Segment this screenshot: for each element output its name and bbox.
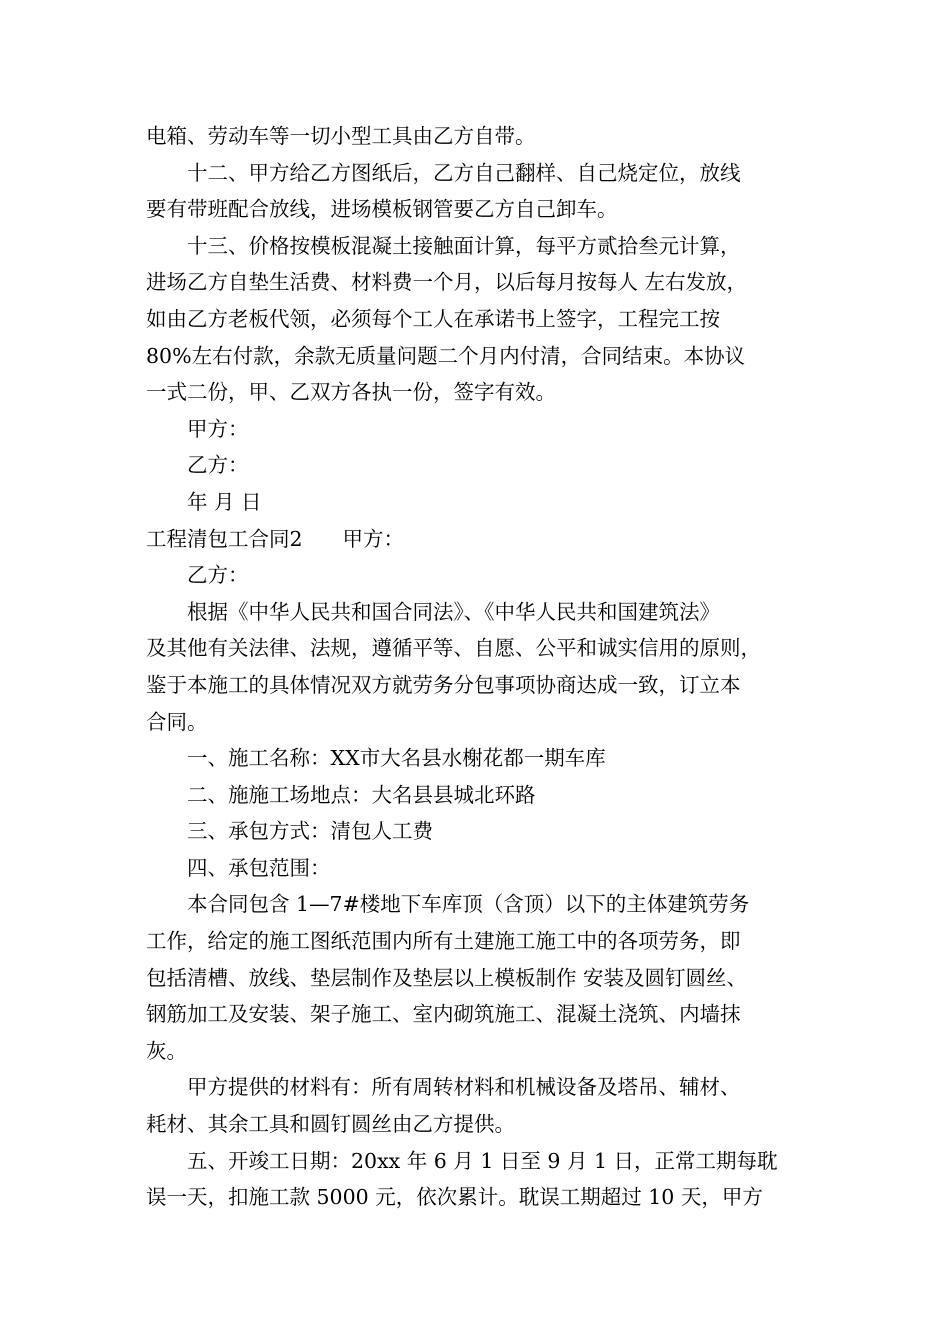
text-line: 误一天，扣施工款 5000 元，依次累计。耽误工期超过 10 天，甲方 [146,1185,763,1210]
text-line: 如由乙方老板代领，必须每个工人在承诺书上签字，工程完工按 [146,306,720,331]
document-body-part2 [146,557,822,1216]
contract-2-party-a: 甲方： [342,526,405,551]
contract-2-title: 工程清包工合同2 [146,526,303,551]
text-line: 甲方提供的材料有：所有周转材料和机械设备及塔吊、辅材、 [187,1075,741,1100]
text-line: 80%左右付款，余款无质量问题二个月内付清，合同结束。本协议 [146,343,746,368]
clause-4-scope: 四、承包范围： [187,855,331,880]
text-line: 根据《中华人民共和国合同法》、《中华人民共和国建筑法》 [187,599,720,624]
document-body-part1 [146,118,822,521]
signature-date: 年 月 日 [187,489,262,514]
text-line: 本合同包含 1—7#楼地下车库顶（含顶）以下的主体建筑劳务 [187,892,750,917]
clause-1-project-name: 一、施工名称：XX市大名县水榭花都一期车库 [187,746,606,771]
text-line: 灰。 [146,1038,187,1063]
contract-2-heading [146,521,822,558]
text-line: 进场乙方自垫生活费、材料费一个月，以后每月按每人 左右发放， [146,270,748,295]
text-line: 耗材、其余工具和圆钉圆丝由乙方提供。 [146,1112,515,1137]
text-line: 十三、价格按模板混凝土接触面计算，每平方贰拾叁元计算， [187,233,741,258]
document-page [146,118,822,1216]
text-line: 鉴于本施工的具体情况双方就劳务分包事项协商达成一致，订立本 [146,672,741,697]
text-line: 电箱、劳动车等一切小型工具由乙方自带。 [146,124,536,148]
text-line: 钢筋加工及安装、架子施工、室内砌筑施工、混凝土浇筑、内墙抹 [146,1002,741,1027]
text-line: 一式二份，甲、乙双方各执一份，签字有效。 [146,380,556,405]
text-line: 工作，给定的施工图纸范围内所有土建施工施工中的各项劳务，即 [146,929,741,954]
text-line: 乙方： [187,563,249,588]
text-line: 合同。 [146,709,208,734]
text-line: 及其他有关法律、法规，遵循平等、自愿、公平和诚实信用的原则， [146,636,761,661]
clause-3-method: 三、承包方式：清包人工费 [187,819,433,844]
clause-2-site: 二、施施工场地点：大名县县城北环路 [187,782,536,807]
text-line: 要有带班配合放线，进场模板钢管要乙方自己卸车。 [146,197,618,222]
signature-party-a: 甲方： [187,416,249,441]
text-line: 十二、甲方给乙方图纸后，乙方自己翻样、自己烧定位，放线 [187,160,741,185]
text-line: 包括清槽、放线、垫层制作及垫层以上模板制作 安装及圆钉圆丝、 [146,965,748,990]
clause-5-dates: 五、开竣工日期：20xx 年 6 月 1 日至 9 月 1 日，正常工期每耽 [187,1148,778,1173]
signature-party-b: 乙方： [187,453,249,478]
